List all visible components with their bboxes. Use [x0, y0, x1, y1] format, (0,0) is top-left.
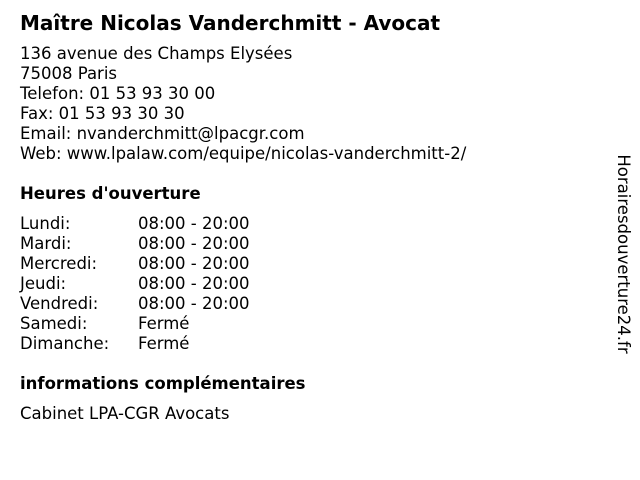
- opening-hours-heading: Heures d'ouverture: [20, 184, 201, 203]
- site-watermark: Horairesdouverture24.fr: [614, 154, 633, 354]
- address-city: 75008 Paris: [20, 64, 118, 83]
- additional-info-text: Cabinet LPA-CGR Avocats: [20, 404, 230, 423]
- website-url: Web: www.lpalaw.com/equipe/nicolas-vanderchmitt-2/: [20, 144, 467, 163]
- day-label: Samedi:: [20, 314, 88, 333]
- day-label: Vendredi:: [20, 294, 99, 313]
- day-hours: 08:00 - 20:00: [138, 254, 250, 273]
- day-hours: 08:00 - 20:00: [138, 234, 250, 253]
- additional-info-heading: informations complémentaires: [20, 374, 306, 393]
- fax-number: Fax: 01 53 93 30 30: [20, 104, 185, 123]
- day-hours: Fermé: [138, 314, 190, 333]
- day-label: Dimanche:: [20, 334, 110, 353]
- day-label: Mercredi:: [20, 254, 98, 273]
- day-hours: 08:00 - 20:00: [138, 294, 250, 313]
- day-label: Lundi:: [20, 214, 71, 233]
- day-label: Mardi:: [20, 234, 72, 253]
- email-address: Email: nvanderchmitt@lpacgr.com: [20, 124, 305, 143]
- phone-number: Telefon: 01 53 93 30 00: [20, 84, 216, 103]
- day-label: Jeudi:: [20, 274, 67, 293]
- day-hours: Fermé: [138, 334, 190, 353]
- contact-block: [20, 44, 466, 164]
- page-title: Maître Nicolas Vanderchmitt - Avocat: [20, 11, 441, 35]
- day-hours: 08:00 - 20:00: [138, 214, 250, 233]
- address-street: 136 avenue des Champs Elysées: [20, 44, 293, 63]
- day-hours: 08:00 - 20:00: [138, 274, 250, 293]
